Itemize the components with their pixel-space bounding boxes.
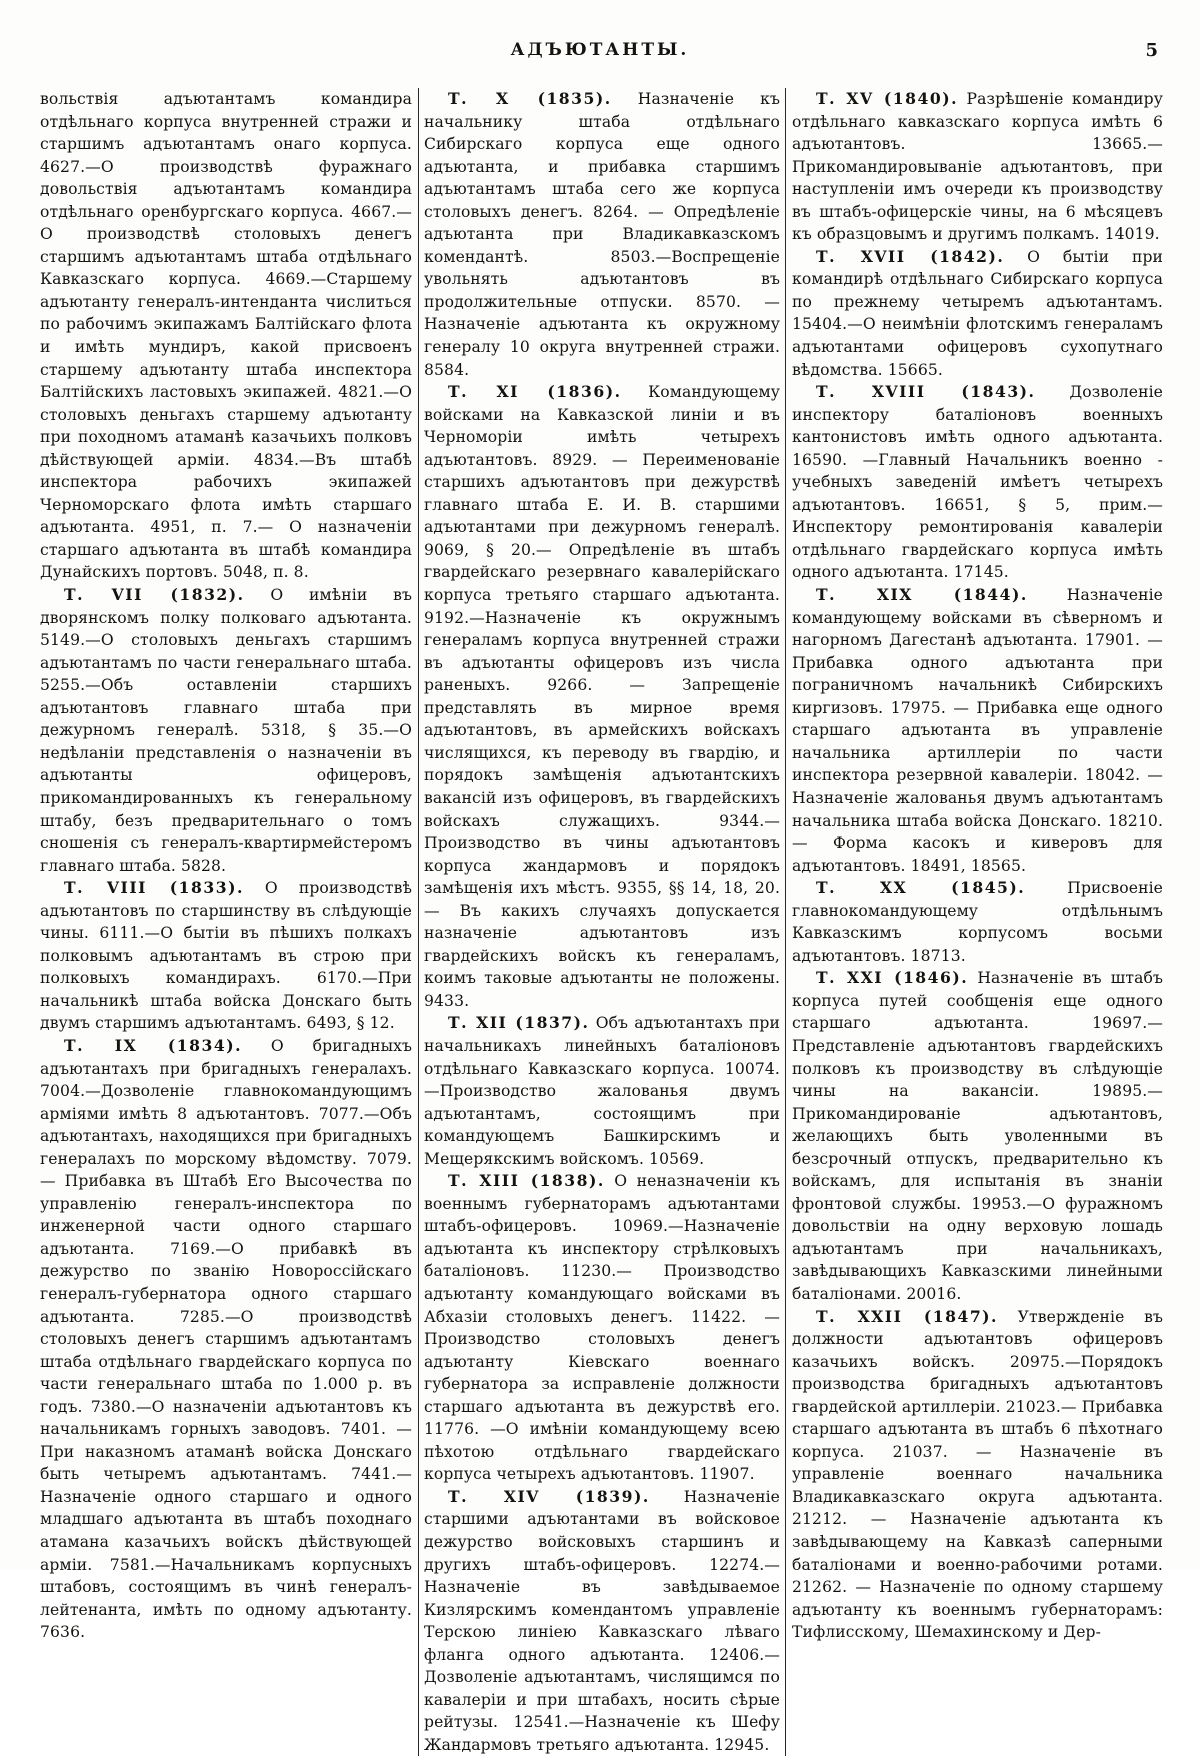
entry-volume-head: Т. XX (1845). — [816, 878, 1026, 898]
index-entry — [424, 1170, 780, 1486]
index-entry — [40, 1035, 412, 1644]
entry-text: Назначеніе въ штабъ корпуса путей сообщенія еще одного старшаго адъютанта. 19697.—Представленіе адъютантовъ гвардейскихъ полковъ къ производству въ слѣдующіе чины на вакансіи. 19895.— Прикомандированіе адъютантовъ, желающихъ быть уволенными въ безсрочный отпускъ, предварительно къ войскамъ, для испытанія въ знаніи фронтовой службы. 19953.—О фуражномъ довольствіи на одну верховую лошадь адъютантамъ при начальникахъ, завѣдывающихъ Кавказскими линейными баталіонами. 20016. — [792, 969, 1164, 1303]
entry-volume-head: Т. XV (1840). — [816, 89, 959, 108]
entry-text: Присвоеніе главнокомандующему отдѣльнымъ Кавказскимъ корпусомъ восьми адъютантовъ. 18713. — [792, 879, 1163, 965]
page-title: АДЪЮТАНТЫ. — [510, 40, 690, 60]
entry-volume-head: Т. XXII (1847). — [816, 1306, 998, 1326]
index-entry — [424, 1486, 780, 1756]
text-columns — [40, 88, 1165, 1756]
column-2 — [424, 88, 780, 1756]
entry-volume-head: Т. IX (1834). — [64, 1035, 243, 1055]
entry-volume-head: Т. XIV (1839). — [448, 1486, 650, 1506]
index-entry — [792, 1306, 1163, 1644]
index-entry — [792, 967, 1163, 1305]
entry-volume-head: Т. XVIII (1843). — [816, 382, 1036, 402]
page-number: 5 — [1145, 40, 1158, 61]
entry-text: Командующему войсками на Кавказской линіи и въ Черноморіи имѣть четырехъ адъютантовъ. 8929. — Переименованіе старшихъ адъютантовъ при дежурствѣ главнаго штаба Е. И. В. старшими адъютантами при дежурномъ генералѣ. 9069, § 20.— Опредѣленіе въ штабъ гвардейскаго резервнаго кавалерійскаго корпуса третьяго старшаго адъютанта. 9192.—Назначеніе къ окружнымъ генераламъ корпуса внутренней стражи въ адъютанты офицеровъ изъ числа раненыхъ. 9266. — Запрещеніе представлять въ мирное время адъютантовъ, въ армейскихъ войскахъ числящихся, къ переводу въ гвардію, и порядокъ замѣщенія адъютантскихъ вакансій изъ офицеровъ, въ гвардейскихъ войскахъ служащихъ. 9344.—Производство въ чины адъютантовъ корпуса жандармовъ и порядокъ замѣщенія ихъ мѣстъ. 9355, §§ 14, 18, 20. — Въ какихъ случаяхъ допускается назначеніе адъютантовъ изъ гвардейскихъ войскъ къ генераламъ, коимъ таковые адъютанты не положены. 9433. — [424, 383, 780, 1010]
index-entry — [424, 381, 780, 1012]
entry-text: Назначеніе командующему войсками въ сѣверномъ и нагорномъ Дагестанѣ адъютанта. 17901. — Прибавка одного адъютанта при пограничномъ начальникѣ Сибирскихъ киргизовъ. 17975. — Прибавка еще одного старшаго адъютанта въ управленіе начальника артиллеріи по части инспектора резервной кавалеріи. 18042. — Назначеніе жалованья двумъ адъютантамъ начальника штаба войска Донскаго. 18210.— Форма касокъ и киверовъ для адъютантовъ. 18491, 18565. — [792, 586, 1163, 875]
entry-volume-head: Т. X (1835). — [448, 89, 612, 108]
column-1 — [40, 88, 412, 1756]
index-entry — [792, 877, 1163, 967]
column-divider — [418, 88, 419, 1756]
entry-volume-head: Т. XVII (1842). — [816, 246, 1005, 266]
entry-volume-head: Т. XXI (1846). — [816, 968, 969, 988]
index-entry — [40, 88, 412, 584]
entry-volume-head: Т. XIII (1838). — [448, 1171, 605, 1191]
entry-text: Утвержденіе въ должности адъютантовъ офицеровъ казачьихъ войскъ. 20975.—Порядокъ производства бригадныхъ адъютантовъ гвардейской артиллеріи. 21023.— Прибавка старшаго адъютанта въ штабъ 6 пѣхотнаго корпуса. 21037. — Назначеніе въ управленіе военнаго начальника Владикавказскаго округа адъютанта. 21212. — Назначеніе адъютанта къ завѣдывающему на Кавказѣ саперными баталіонами и военно-рабочими ротами. 21262. — Назначеніе по одному старшему адъютанту къ военнымъ губернаторамъ: Тифлисскому, Шемахинскому и Дер- — [792, 1307, 1163, 1642]
entry-text: Разрѣшеніе командиру отдѣльнаго кавказскаго корпуса имѣть 6 адъютантовъ. 13665.—Прикомандировываніе адъютантовъ, при наступленіи имъ очереди къ производству въ штабъ-офицерскіе чины, на 6 мѣсяцевъ къ образцовымъ и другимъ полкамъ. 14019. — [792, 90, 1163, 244]
entry-volume-head: Т. VIII (1833). — [64, 878, 244, 898]
running-head — [0, 40, 1200, 70]
entry-text: О имѣніи въ дворянскомъ полку полковаго адъютанта. 5149.—О столовыхъ деньгахъ старшимъ адъютантамъ по части генеральнаго штаба. 5255.—Объ оставленіи старшихъ адъютантовъ главнаго штаба при дежурномъ генералѣ. 5318, § 35.—О недѣланіи представленія о назначеніи въ адъютанты офицеровъ, прикомандированныхъ къ генеральному штабу, безъ предварительнаго о томъ сношенія съ генералъ-квартирмейстеромъ главнаго штаба. 5828. — [40, 586, 412, 875]
index-entry — [40, 877, 412, 1035]
entry-text: Назначеніе къ начальнику штаба отдѣльнаго Сибирскаго корпуса еще одного адъютанта, и прибавка старшимъ адъютантамъ штаба сего же корпуса столовыхъ денегъ. 8264. — Опредѣленіе адъютанта при Владикавказскомъ комендантѣ. 8503.—Воспрещеніе увольнять адъютантовъ въ продолжительные отпуски. 8570. — Назначеніе адъютанта къ окружному генералу 10 округа внутренней стражи. 8584. — [424, 90, 780, 379]
index-entry — [792, 584, 1163, 877]
entry-text: вольствія адъютантамъ командира отдѣльнаго корпуса внутренней стражи и старшимъ адъютантамъ онаго корпуса. 4627.—О производствѣ фуражнаго довольствія адъютантамъ командира отдѣльнаго оренбургскаго корпуса. 4667.— О производствѣ столовыхъ денегъ старшимъ адъютантамъ штаба отдѣльнаго Кавказскаго корпуса. 4669.—Старшему адъютанту генералъ-интенданта числиться по рабочимъ экипажамъ Балтійскаго флота и имѣть мундиръ, какой присвоенъ старшему адъютанту штаба инспектора Балтійскихъ ластовыхъ экипажей. 4821.—О столовыхъ деньгахъ старшему адъютанту при походномъ атаманѣ казачьихъ полковъ дѣйствующей арміи. 4834.—Въ штабѣ инспектора рабочихъ экипажей Черноморскаго флота имѣть старшаго адъютанта. 4951, п. 7.— О назначеніи старшаго адъютанта въ штабѣ командира Дунайскихъ портовъ. 5048, п. 8. — [40, 90, 412, 582]
column-3 — [792, 88, 1163, 1756]
entry-text: О производствѣ адъютантовъ по старшинству въ слѣдующіе чины. 6111.—О бытіи въ пѣшихъ полкахъ полковымъ адъютантамъ въ строю при полковыхъ командирахъ. 6170.—При начальникѣ штаба войска Донскаго быть двумъ старшимъ адъютантамъ. 6493, § 12. — [40, 879, 412, 1033]
entry-text: Дозволеніе инспектору баталіоновъ военныхъ кантонистовъ имѣть одного адъютанта. 16590. —Главный Начальникъ военно - учебныхъ заведеній имѣетъ четырехъ адъютантовъ. 16651, § 5, прим.— Инспектору ремонтированія кавалеріи отдѣльнаго гвардейскаго корпуса имѣть одного адъютанта. 17145. — [792, 383, 1163, 582]
index-entry — [424, 88, 780, 381]
entry-text: О бригадныхъ адъютантахъ при бригадныхъ генералахъ. 7004.—Дозволеніе главнокомандующимъ арміями имѣть 8 адъютантовъ. 7077.—Объ адъютантахъ, находящихся при бригадныхъ генералахъ по морскому вѣдомству. 7079. — Прибавка въ Штабѣ Его Высочества по управленію генералъ-инспектора по инженерной части одного старшаго адъютанта. 7169.—О прибавкѣ въ дежурство по званію Новороссійскаго генералъ-губернатора одного старшаго адъютанта. 7285.—О производствѣ столовыхъ денегъ старшимъ адъютантамъ штаба отдѣльнаго гвардейскаго корпуса по части генеральнаго штаба по 1.000 р. въ годъ. 7380.—О назначеніи адъютантовъ къ начальникамъ горныхъ заводовъ. 7401. — При наказномъ атаманѣ войска Донскаго быть четыремъ адъютантамъ. 7441.—Назначеніе одного старшаго и одного младшаго адъютанта въ штабъ походнаго атамана казачьихъ войскъ дѣйствующей арміи. 7581.—Начальникамъ корпусныхъ штабовъ, состоящимъ въ чинѣ генералъ-лейтенанта, имѣть по одному адъютанту. 7636. — [40, 1036, 412, 1642]
entry-text: О неназначеніи къ военнымъ губернаторамъ адъютантами штабъ-офицеровъ. 10969.—Назначеніе адъютанта къ инспектору стрѣлковыхъ баталіоновъ. 11230.— Производство адъютанту командующаго войсками въ Абхазіи столовыхъ денегъ. 11422. — Производство столовыхъ денегъ адъютанту Кіевскаго военнаго губернатора за исправленіе должности старшаго адъютанта въ дежурствѣ его. 11776. —О имѣніи командующему всею пѣхотою отдѣльнаго гвардейскаго корпуса четырехъ адъютантовъ. 11907. — [424, 1172, 780, 1484]
index-entry — [40, 584, 412, 877]
index-entry — [792, 246, 1163, 381]
entry-text: Назначеніе старшими адъютантами въ войсковое дежурство войсковыхъ старшинъ и другихъ штабъ-офицеровъ. 12274.—Назначеніе въ завѣдываемое Кизлярскимъ комендантомъ управленіе Терскою линіею Кавказскаго лѣваго фланга одного адъютанта. 12406.— Дозволеніе адъютантамъ, числящимся по кавалеріи и при штабахъ, носить сѣрые рейтузы. 12541.—Назначеніе къ Шефу Жандармовъ третьяго адъютанта. 12945. — [424, 1487, 780, 1754]
entry-volume-head: Т. XIX (1844). — [816, 585, 1028, 605]
entry-text: О бытіи при командирѣ отдѣльнаго Сибирскаго корпуса по прежнему четыремъ адъютантамъ. 15404.—О неимѣніи флотскимъ генераламъ адъютантами офицеровъ сухопутнаго вѣдомства. 15665. — [792, 247, 1164, 379]
index-entry — [792, 88, 1163, 246]
entry-text: Объ адъютантахъ при начальникахъ линейныхъ баталіоновъ отдѣльнаго Кавказскаго корпуса. 10074.—Производство жалованья двумъ адъютантамъ, состоящимъ при командующемъ Башкирскимъ и Мещерякскимъ войскомъ. 10569. — [424, 1014, 781, 1168]
column-divider — [785, 88, 786, 1756]
index-entry — [792, 381, 1163, 584]
entry-volume-head: Т. XII (1837). — [448, 1013, 590, 1033]
index-entry — [424, 1012, 780, 1170]
entry-volume-head: Т. VII (1832). — [64, 585, 245, 605]
entry-volume-head: Т. XI (1836). — [448, 382, 622, 402]
